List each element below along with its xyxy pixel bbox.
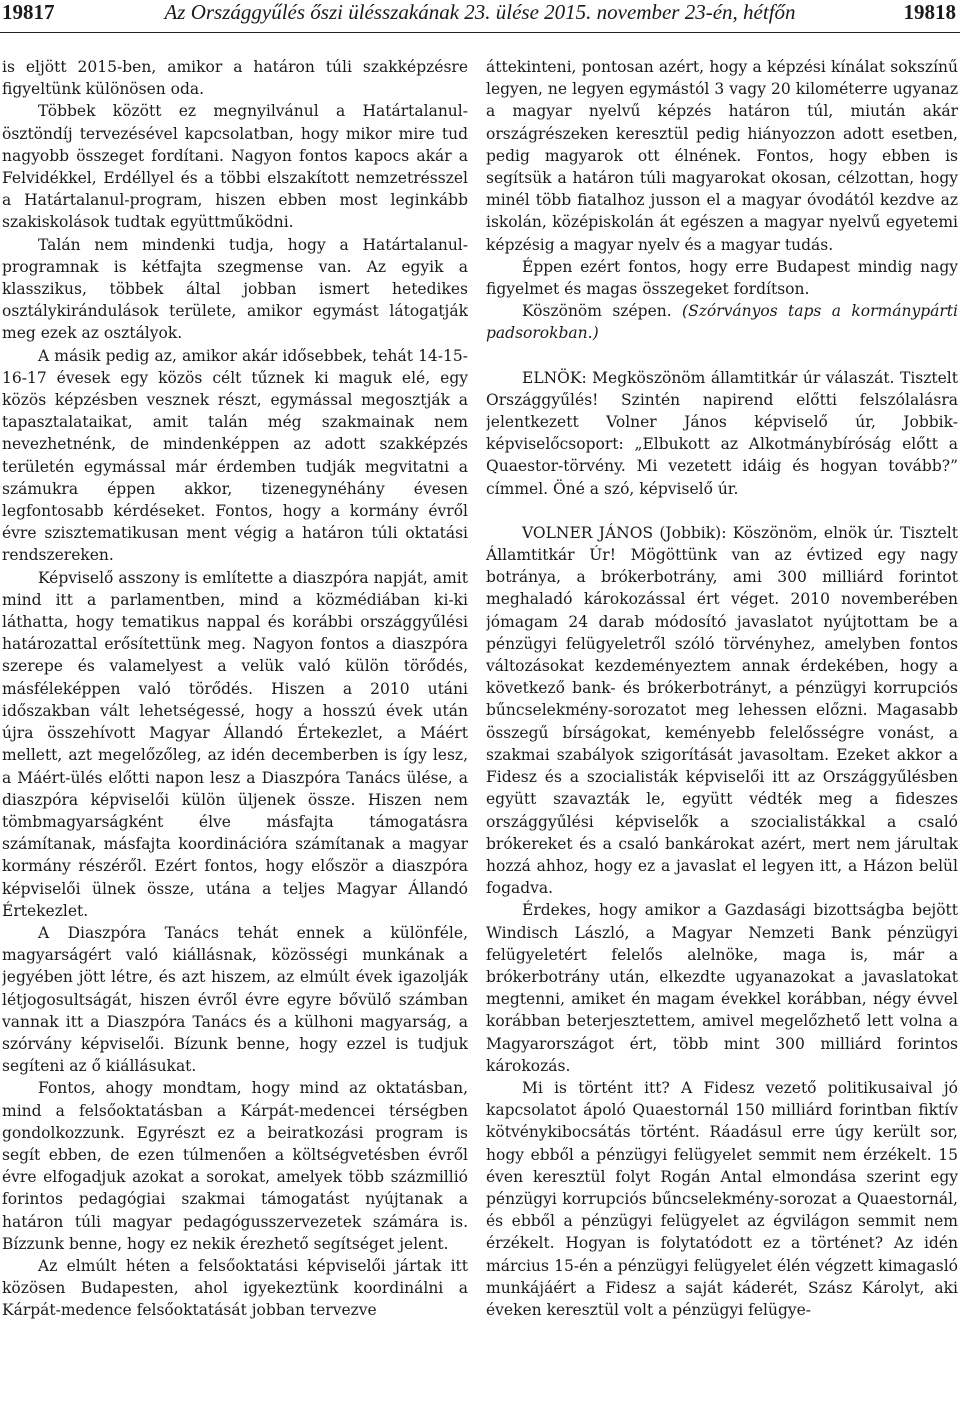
paragraph: Érdekes, hogy amikor a Gazdasági bizottságba bejött Windisch László, a Magyar Nemzeti Bank pénzügyi felügyeletért felelős alelnöke, maga is, már a brókerbotrány után, elkezdte ugyanazokat a javaslatokat megtenni, amiket én magam évekkel korábban, négy évvel korábban beterjesztettem, amivel megelőzhető lett volna a Magyarországot ért, több mint 300 milliárd forintos károkozás. bbox=[486, 901, 958, 1075]
left-column bbox=[2, 56, 468, 1406]
right-column bbox=[486, 56, 958, 1406]
page-number-left: 19817 bbox=[2, 0, 55, 24]
page-header bbox=[0, 0, 960, 32]
paragraph: Az elmúlt héten a felsőoktatási képviselői jártak itt közösen Budapesten, ahol igyekeztünk koordinálni a Kárpát-medence felsőoktatását jobban tervezve bbox=[2, 1256, 468, 1320]
applause-note: (Szórványos taps a kormánypárti padsorokban.) bbox=[486, 302, 958, 343]
paragraph: A Diaszpóra Tanács tehát ennek a különféle, magyarságért való kiállásnak, közösségi munkának a jegyében jött létre, és azt hiszem, az elmúlt évek igazolják létjogosultságát, hiszen évről évre egyre bővülő számban vannak itt a Diaszpóra Tanács és a külhoni magyarság, a szórvány képviselői. Bízunk benne, hogy ezzel is tudjuk segíteni az ő kiállásukat. bbox=[2, 923, 468, 1076]
session-title: Az Országgyűlés őszi ülésszakának 23. ülése 2015. november 23-én, hétfőn bbox=[164, 0, 796, 24]
paragraph-thanks bbox=[486, 300, 958, 344]
paragraph: Fontos, ahogy mondtam, hogy mind az oktatásban, mind a felsőoktatásban a Kárpát-medencei térségben gondolkozzunk. Egyrészt ez a beiratkozási program is segít ebben, de ezen túlmenően a költségvetésben évről évre elfogadjuk azokat a sorokat, amelyek több százmillió forintos pedagógiai szakmai támogatást nyújtanak a határon túli magyar pedagógusszervezetek számára is. Bízzunk benne, hogy ez nekik érezhető segítséget jelent. bbox=[2, 1079, 468, 1253]
paragraph: Talán nem mindenki tudja, hogy a Határtalanul-programnak is kétfajta szegmense van. Az egyik a klasszikus, többek által jobban ismert hetedikes osztálykirándulások területe, amikor egymást látogatják meg ezek az osztályok. bbox=[2, 235, 468, 343]
paragraph: áttekinteni, pontosan azért, hogy a képzési kínálat sokszínű legyen, ne legyen egymástól 3 vagy 20 kilométerre ugyanaz a magyar nyelvű képzés határon túl, miután akár országrészeken keresztül pedig hiányozzon adott esetben, pedig magyarok ott élnének. Fontos, hogy ebben is segítsük a határon túli magyarokat okosan, célzottan, hogy minél több fiatalhoz jusson el a magyar óvodától kezdve az iskolán, középiskolán át egészen a magyar nyelvű egyetemi képzésig a magyar nyelv és a magyar tudás. bbox=[486, 58, 958, 254]
paragraph: Többek között ez megnyilvánul a Határtalanul-ösztöndíj tervezésével kapcsolatban, hogy mikor mire tud nagyobb összeget fordítani. Nagyon fontos kapocs akár a Felvidékkel, Erdéllyel és a többi elszakított nemzetrésszel a Határtalanul-program, hiszen ebben most leginkább szakiskolások tudtak együttműködni. bbox=[2, 102, 468, 232]
speaker-paragraph-president: ELNÖK: Megköszönöm államtitkár úr válaszát. Tisztelt Országgyűlés! Szintén napirend előtti felszólalásra jelentkezett Volner János képviselő úr, Jobbik-képviselőcsoport: „Elbukott az Alkotmánybíróság előtt a Quaestor-törvény. Mi vezetett idáig és hogyan tovább?” címmel. Öné a szó, képviselő úr. bbox=[486, 368, 958, 498]
thanks-text: Köszönöm szépen. bbox=[522, 302, 683, 321]
paragraph: A másik pedig az, amikor akár idősebbek, tehát 14-15-16-17 évesek egy közös célt tűznek ki maguk elé, egy közös képzésben vesznek részt, egymással megosztják a tapasztalataikat, amit talán még szakmainak nem nevezhetnénk, de mindenképpen az adott szakképzés területén egymással már érdemben tudják megvitatni a számukra éppen akkor, tizenegynéhány évesen legfontosabb kérdéseket. Fontos, hogy a kormány évről évre szisztematikusan ment végig a határon túli oktatási rendszereken. bbox=[2, 346, 468, 565]
header-rule bbox=[0, 32, 960, 33]
page-number-right: 19818 bbox=[903, 0, 956, 24]
paragraph: Mi is történt itt? A Fidesz vezető politikusaival jó kapcsolatot ápoló Quaestornál 150 milliárd forintban fiktív kötvénykibocsátás történt. Ráadásul erre úgy került sor, hogy ebből a pénzügyi felügyelet semmit nem érzékelt. 15 éven keresztül folyt Rogán Antal elmondása szerint egy pénzügyi korrupciós bűncselekmény-sorozat a Quaestornál, és ebből a pénzügyi felügyelet az égvilágon semmit nem érzékelt. Hogyan is folytatódott ez a történet? Az idén március 15-én a pénzügyi felügyelet élén végzett kimagasló munkájáért a Fidesz a saját káderét, Szász Károlyt, aki éveken keresztül volt a pénzügyi felügye- bbox=[486, 1078, 958, 1319]
paragraph: is eljött 2015-ben, amikor a határon túli szakképzésre figyeltünk különösen oda. bbox=[2, 58, 468, 99]
paragraph: Éppen ezért fontos, hogy erre Budapest mindig nagy figyelmet és magas összegeket fordítson. bbox=[486, 257, 958, 299]
speaker-paragraph-volner: VOLNER JÁNOS (Jobbik): Köszönöm, elnök úr. Tisztelt Államtitkár Úr! Mögöttünk van az évtized egy nagy botránya, a brókerbotrány, ami 300 milliárd forintot meghaladó károkozással ért véget. 2010 novemberében jómagam 24 darab módosító javaslatot nyújtottam be a pénzügyi felügyeletről szóló törvényhez, amelyben fontos változásokat kezdeményeztem annak érdekében, hogy a következő bank- és brókerbotrányt, a pénzügyi korrupciós bűncselekmény-sorozatot meg lehessen előzni. Magasabb összegű bírságokat, keményebb felelősségre vonást, a szakmai szabályok szigorítását javasoltam. Ezeket akkor a Fidesz és a szocialisták képviselői itt az Országgyűlésben együtt szavazták le, együtt védték meg a fideszes országgyűlési képviselők a szocialistákkal a csaló brókereket és a csaló bankárokat azért, mert nem járultak hozzá ahhoz, hogy ez a javaslat el legyen itt, a Házon belül fogadva. bbox=[486, 523, 958, 898]
paragraph: Képviselő asszony is említette a diaszpóra napját, amit mind itt a parlamentben, mind a közmédiában ki-ki láthatta, hogy tematikus nappal és korábbi országgyűlési határozattal erősítettünk meg. Nagyon fontos a diaszpóra szerepe és valamelyest a velük való külön törődés, másféleképpen való törődés. Hiszen a 2010 utáni időszakban vált lehetségessé, hogy a hosszú évek után újra összehívott Magyar Állandó Értekezlet, a Máért mellett, azt megelőzőleg, az idén decemberben is így lesz, a Máért-ülés előtti napon lesz a Diaszpóra Tanács ülése, a diaszpóra képviselői külön üljenek össze. Hiszen nem tömbmagyarságként élve másfajta támogatásra számítanak, másfajta koordinációra számítanak a magyar kormány részéről. Ezért fontos, hogy először a diaszpóra képviselői ülnek össze, utána a teljes Magyar Állandó Értekezlet. bbox=[2, 568, 468, 920]
